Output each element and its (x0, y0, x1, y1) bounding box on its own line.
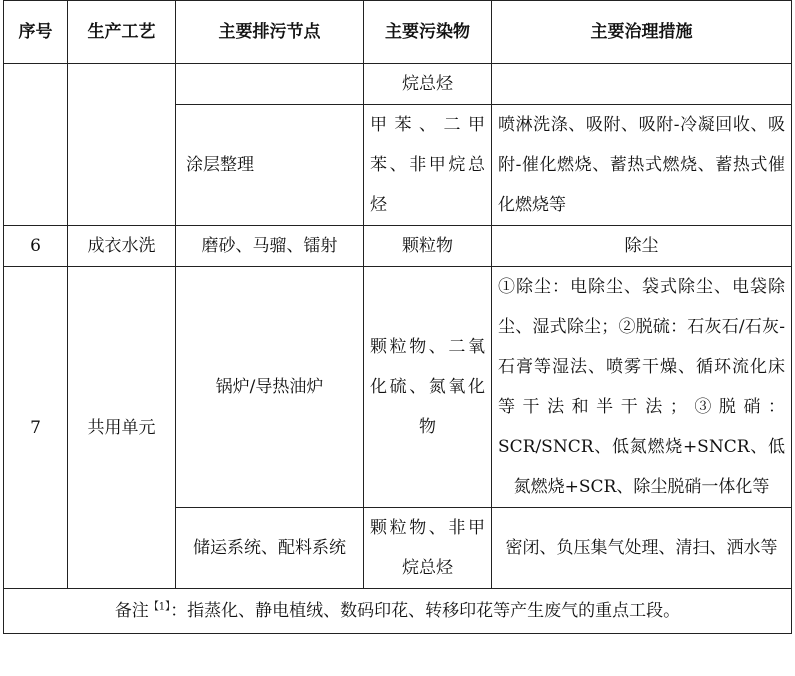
header-process: 生产工艺 (68, 1, 176, 64)
process-cell (68, 64, 176, 226)
footnote (4, 589, 792, 634)
seq-cell: 7 (4, 267, 68, 589)
pollution-control-table (3, 0, 792, 634)
pollutant-cell: 烷总烃 (364, 64, 492, 105)
footnote-mark: 【1】 (148, 601, 171, 613)
measure-cell: 除尘 (492, 226, 792, 267)
footnote-text: ：指蒸化、静电植绒、数码印花、转移印花等产生废气的重点工段。 (170, 601, 681, 621)
measure-cell: 喷淋洗涤、吸附、吸附-冷凝回收、吸附-催化燃烧、蓄热式燃烧、蓄热式催化燃烧等 (492, 105, 792, 226)
footnote-prefix: 备注 (114, 601, 149, 621)
pollutant-cell: 颗粒物、非甲烷总烃 (364, 508, 492, 589)
process-cell: 成衣水洗 (68, 226, 176, 267)
pollutant-cell: 甲苯、二甲苯、非甲烷总烃 (364, 105, 492, 226)
table-row (4, 226, 792, 267)
header-row (4, 1, 792, 64)
node-cell: 锅炉/导热油炉 (176, 267, 364, 508)
measure-cell: 密闭、负压集气处理、清扫、洒水等 (492, 508, 792, 589)
measure-cell (492, 64, 792, 105)
table-row (4, 64, 792, 105)
node-cell (176, 64, 364, 105)
table-row (4, 267, 792, 508)
pollutant-cell: 颗粒物 (364, 226, 492, 267)
measure-cell: ①除尘：电除尘、袋式除尘、电袋除尘、湿式除尘；②脱硫：石灰石/石灰-石膏等湿法、喷雾干燥、循环流化床等干法和半干法；③脱硝：SCR/SNCR、低氮燃烧+SNCR、低氮燃烧+SCR、除尘脱硝一体化等 (492, 267, 792, 508)
seq-cell: 6 (4, 226, 68, 267)
note-row (4, 589, 792, 634)
node-cell: 涂层整理 (176, 105, 364, 226)
header-measure: 主要治理措施 (492, 1, 792, 64)
seq-cell (4, 64, 68, 226)
pollutant-cell: 颗粒物、二氧化硫、氮氧化物 (364, 267, 492, 508)
header-seq: 序号 (4, 1, 68, 64)
node-cell: 磨砂、马骝、镭射 (176, 226, 364, 267)
node-cell: 储运系统、配料系统 (176, 508, 364, 589)
process-cell: 共用单元 (68, 267, 176, 589)
header-node: 主要排污节点 (176, 1, 364, 64)
header-pollutant: 主要污染物 (364, 1, 492, 64)
